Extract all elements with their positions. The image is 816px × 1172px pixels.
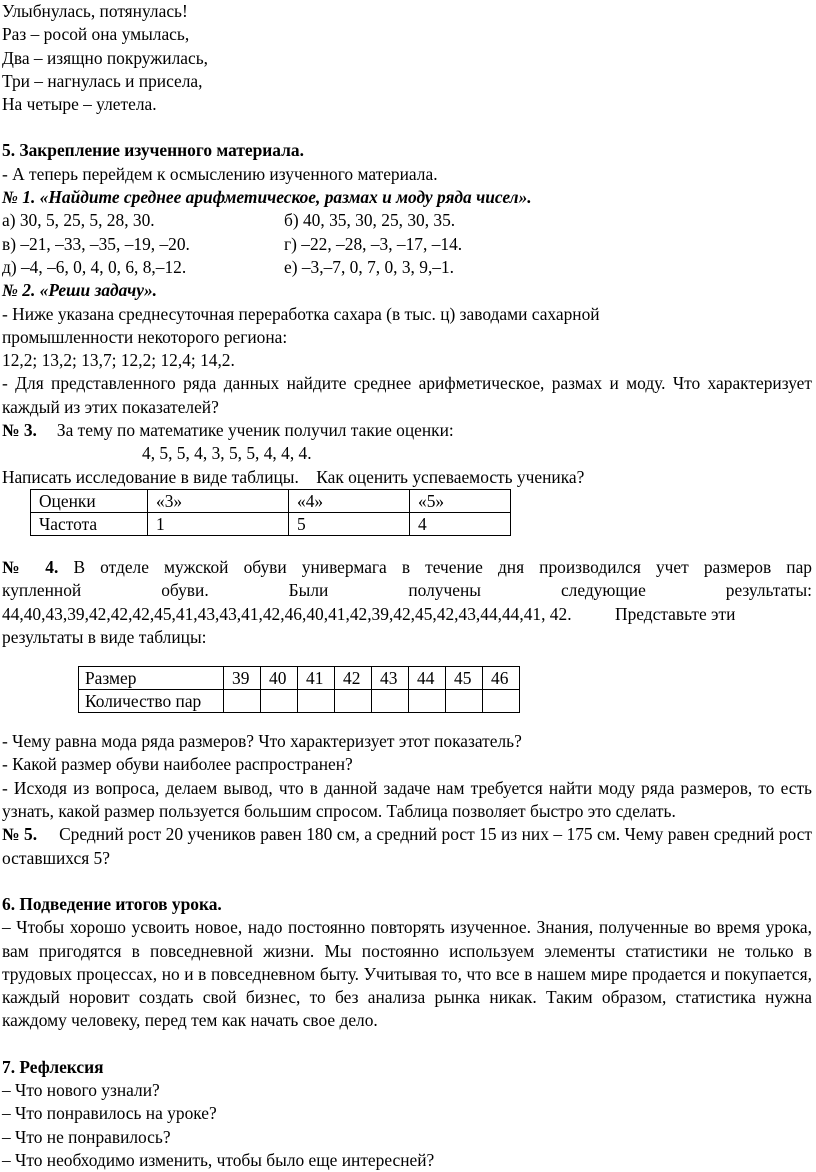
task1-item: е) –3,–7, 0, 7, 0, 3, 9,–1. [284, 256, 455, 277]
task4-text: 44,40,43,39,42,42,42,45,41,43,43,41,42,46,40,41,42,39,42,45,42,43,44,44,41, 42. Представьте эти [2, 603, 736, 624]
task5-number: № 5. [2, 824, 38, 845]
task4-question: - Чему равна мода ряда размеров? Что характеризует этот показатель? [2, 731, 522, 752]
table-cell [335, 690, 372, 713]
reflection-question: – Что не понравилось? [2, 1126, 171, 1147]
table-cell [483, 690, 520, 713]
shoe-sizes-table [78, 666, 520, 713]
task1-item: г) –22, –28, –3, –17, –14. [284, 233, 463, 254]
task3-grades: 4, 5, 5, 4, 3, 5, 5, 4, 4, 4. [142, 443, 312, 464]
task1-item: а) 30, 5, 25, 5, 28, 30. [2, 210, 155, 231]
task4-text: купленной обуви. Были получены следующие результаты: [2, 580, 812, 601]
table-cell: 41 [298, 667, 335, 690]
task4-number: № 4. [2, 556, 59, 577]
task3-instruction: Написать исследование в виде таблицы. Как оценить успеваемость ученика? [2, 466, 585, 487]
task2-question: - Для представленного ряда данных найдите среднее арифметическое, размах и моду. Что характеризует каждый из этих показателей? [2, 373, 812, 417]
task4-question: - Какой размер обуви наиболее распространен? [2, 754, 353, 775]
task1-row [2, 256, 812, 279]
task3-number: № 3. [2, 420, 37, 441]
table-cell: 5 [289, 512, 410, 535]
reflection-question: – Что понравилось на уроке? [2, 1103, 217, 1124]
poem-line: Улыбнулась, потянулась! [2, 1, 188, 21]
section5-intro: - А теперь перейдем к осмыслению изученного материала. [2, 163, 438, 184]
task2-title: № 2. «Реши задачу». [2, 280, 158, 301]
task4-text: результаты в виде таблицы: [2, 626, 207, 647]
task1-title: № 1. «Найдите среднее арифметическое, размах и моду ряда чисел». [2, 187, 532, 208]
table-cell: 39 [224, 667, 261, 690]
table-cell: Оценки [31, 489, 148, 512]
task1-item: б) 40, 35, 30, 25, 30, 35. [284, 210, 456, 231]
section6-text: – Чтобы хорошо усвоить новое, надо постоянно повторять изученное. Знания, полученные во время урока, вам пригодятся в повседневной жизни. Мы постоянно используем элементы статистики не только в трудовых процессах, но и в повседневном быту. Учитывая то, что все в нашем мире продается и покупается, каждый норовит создать свой бизнес, то без анализа рынка никак. Таким образом, статистика нужна каждому человеку, перед тем как начать свое дело. [2, 917, 812, 1031]
table-cell: Размер [79, 667, 224, 690]
task4-question: - Исходя из вопроса, делаем вывод, что в данной задаче нам требуется найти моду ряда размеров, то есть узнать, какой размер пользуется большим спросом. Таблица позволяет быстро это сделать. [2, 777, 812, 822]
task4-line [2, 556, 812, 579]
task1-row [2, 209, 812, 232]
table-row [79, 667, 520, 690]
table-cell: «3» [148, 489, 289, 512]
table-cell: 4 [410, 512, 511, 535]
table-cell: 40 [261, 667, 298, 690]
task1-item: д) –4, –6, 0, 4, 0, 6, 8,–12. [2, 256, 187, 277]
table-cell: 45 [446, 667, 483, 690]
table-row [31, 512, 511, 535]
section7-heading: 7. Рефлексия [2, 1056, 104, 1077]
table-cell [298, 690, 335, 713]
task1-row [2, 233, 812, 256]
table-cell [224, 690, 261, 713]
reflection-question: – Что нового узнали? [2, 1079, 160, 1100]
table-cell: Частота [31, 512, 148, 535]
table-row [79, 690, 520, 713]
grades-table [30, 489, 511, 536]
table-cell: 44 [409, 667, 446, 690]
task3-line [2, 419, 812, 442]
task4-text: В отделе мужской обуви универмага в течение дня производился учет размеров пар [73, 556, 812, 577]
table-cell: 1 [148, 512, 289, 535]
task1-item: в) –21, –33, –35, –19, –20. [2, 233, 190, 254]
section5-heading: 5. Закрепление изученного материала. [2, 140, 304, 161]
poem-line: Три – нагнулась и присела, [2, 70, 203, 91]
table-row [31, 489, 511, 512]
reflection-question: – Что необходимо изменить, чтобы было еще интересней? [2, 1149, 435, 1170]
table-cell [409, 690, 446, 713]
table-cell [261, 690, 298, 713]
table-cell: 42 [335, 667, 372, 690]
section6-heading: 6. Подведение итогов урока. [2, 893, 222, 914]
poem-line: Два – изящно покружилась, [2, 47, 208, 68]
task5-text: Средний рост 20 учеников равен 180 см, а средний рост 15 из них – 175 см. Чему равен средний рост оставшихся 5? [2, 824, 812, 868]
task2-text: промышленности некоторого региона: [2, 326, 288, 347]
task2-values: 12,2; 13,2; 13,7; 12,2; 12,4; 14,2. [2, 350, 235, 371]
table-cell: «4» [289, 489, 410, 512]
document-page [2, 0, 812, 1172]
poem-line: Раз – росой она умылась, [2, 24, 190, 45]
table-cell [372, 690, 409, 713]
task5-line [2, 823, 812, 870]
task2-text: - Ниже указана среднесуточная переработка сахара (в тыс. ц) заводами сахарной [2, 303, 600, 324]
task3-text: За тему по математике ученик получил такие оценки: [56, 420, 454, 441]
poem [2, 0, 812, 116]
table-cell: 46 [483, 667, 520, 690]
table-cell: «5» [410, 489, 511, 512]
table-cell [446, 690, 483, 713]
poem-line: На четыре – улетела. [2, 94, 157, 115]
table-cell: Количество пар [79, 690, 224, 713]
table-cell: 43 [372, 667, 409, 690]
